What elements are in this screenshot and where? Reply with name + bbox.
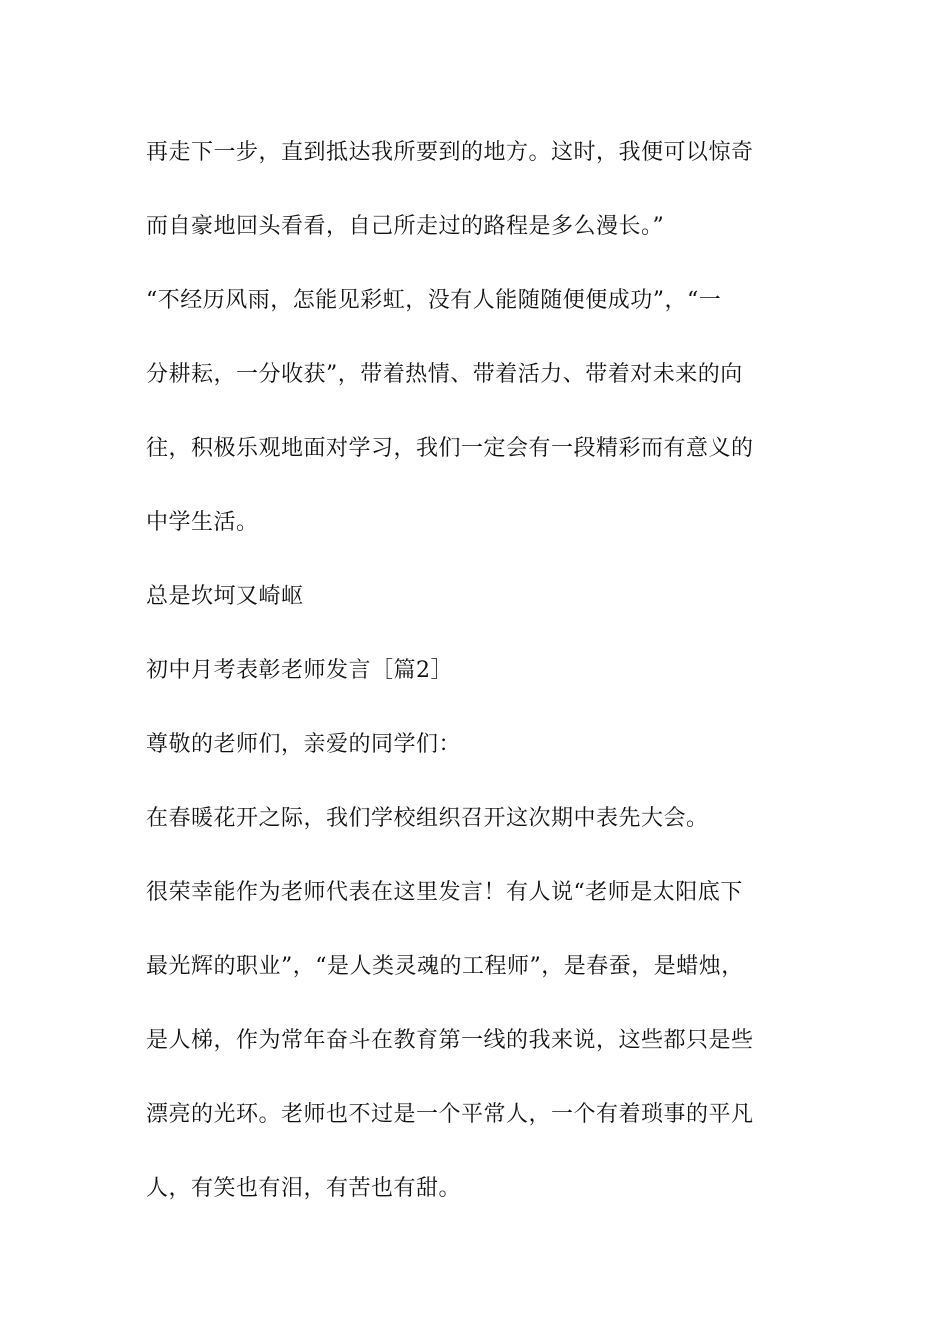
text-line: 分耕耘，一分收获”，带着热情、带着活力、带着对未来的向 (146, 362, 743, 387)
text-line: 很荣幸能作为老师代表在这里发言！有人说“老师是太阳底下 (146, 880, 743, 905)
text-line: 往，积极乐观地面对学习，我们一定会有一段精彩而有意义的 (146, 436, 754, 461)
salutation: 尊敬的老师们，亲爱的同学们： (146, 732, 462, 757)
text-line: 中学生活。 (146, 510, 259, 535)
text-line: “不经历风雨，怎能见彩虹，没有人能随随便便成功”，“一 (146, 288, 722, 313)
text-line: 总是坎坷又崎岖 (146, 584, 304, 609)
text-line: 而自豪地回头看看，自己所走过的路程是多么漫长。” (146, 214, 665, 239)
text-line: 是人梯，作为常年奋斗在教育第一线的我来说，这些都只是些 (146, 1028, 754, 1053)
text-line: 在春暖花开之际，我们学校组织召开这次期中表先大会。 (146, 806, 709, 831)
text-line: 最光辉的职业”，“是人类灵魂的工程师”，是春蚕，是蜡烛， (146, 954, 744, 979)
text-line: 漂亮的光环。老师也不过是一个平常人，一个有着琐事的平凡 (146, 1102, 754, 1127)
text-line: 再走下一步，直到抵达我所要到的地方。这时，我便可以惊奇 (146, 140, 754, 165)
text-line: 人，有笑也有泪，有苦也有甜。 (146, 1176, 462, 1201)
section-heading: 初中月考表彰老师发言［篇2］ (146, 658, 453, 683)
